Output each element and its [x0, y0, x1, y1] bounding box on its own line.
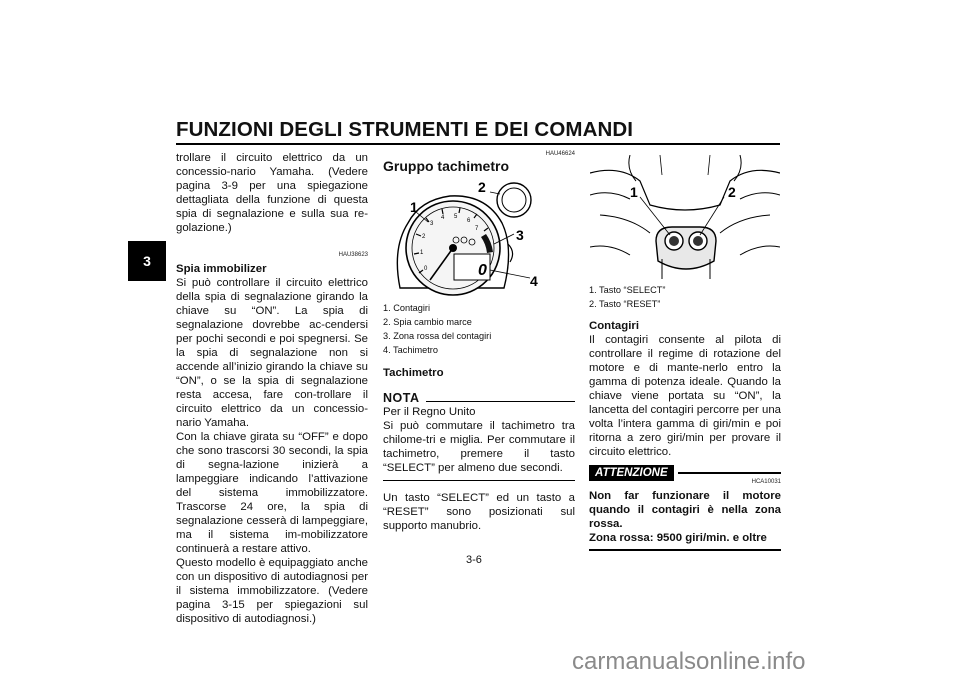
svg-text:3: 3	[430, 221, 434, 227]
col2-legend-item: 3. Zona rossa del contagiri	[383, 331, 492, 341]
col2-subheading: Tachimetro	[383, 367, 444, 379]
figure-label-2: 2	[728, 184, 736, 200]
column-3	[589, 283, 781, 551]
figure-label-3: 3	[516, 227, 524, 243]
attention-body	[589, 489, 781, 545]
col3-legend-item: 1. Tasto “SELECT”	[589, 285, 666, 295]
page-title: FUNZIONI DEGLI STRUMENTI E DEI COMANDI	[176, 118, 634, 141]
figure-label-1: 1	[630, 184, 638, 200]
column-1	[176, 151, 368, 626]
nota-rule	[426, 401, 576, 402]
nota-end-rule	[383, 480, 575, 481]
header-rule	[176, 143, 780, 145]
svg-text:7: 7	[475, 226, 479, 232]
nota-text-1: Per il Regno Unito	[383, 406, 476, 418]
figure-label-1: 1	[410, 199, 418, 215]
nota-body	[383, 405, 575, 475]
svg-text:1: 1	[420, 250, 424, 256]
attention-ref-code: HCA10031	[751, 479, 781, 485]
svg-text:6: 6	[467, 218, 471, 224]
attention-rule	[678, 472, 781, 474]
svg-text:4: 4	[441, 215, 445, 221]
col1-paragraph-2: Si può controllare il circuito elettrico della spia di segnalazione girando la chiave su “ON”. La spia di segnalazione dovrebbe ac-cendersi per pochi secondi e poi spegnersi. Se la spia di segnalazione non si accende all’inizio girando la chiave su “ON”, o se la spia di segnalazione resta accesa, fare con-trollare il circuito elettrico da un concessio-nario Yamaha.	[176, 277, 368, 429]
col3-heading: Contagiri	[589, 320, 639, 332]
attention-text-1: Non far funzionare il motore quando il contagiri è nella zona rossa.	[589, 490, 781, 530]
chapter-tab: 3	[128, 241, 166, 281]
gauge-digit: 0	[478, 262, 487, 279]
shift-light-icon	[497, 183, 531, 217]
watermark: carmanualsonline.info	[572, 648, 806, 675]
handlebar-switch-illustration	[590, 155, 780, 283]
svg-text:0: 0	[424, 266, 428, 272]
col1-ref-code: HAU38623	[338, 252, 368, 258]
reset-button-icon	[689, 232, 707, 250]
nota-header	[383, 391, 575, 405]
col2-ref-code: HAU46624	[545, 151, 575, 157]
page-number: 3-6	[466, 554, 482, 566]
select-button-icon	[665, 232, 683, 250]
meter-assembly-illustration	[390, 178, 550, 303]
col3-paragraph: Il contagiri consente al pilota di controllare il regime di rotazione del motore e di mante-nerlo entro la gamma di potenza ideale. Quando la chiave viene portata su “ON”, la lancetta del contagiri percorre per una volta l’intera gamma di giri/min e poi ritorna a zero giri/min per provare il circuito elettrico.	[589, 334, 781, 458]
attention-end-rule	[589, 549, 781, 551]
col1-paragraph-3: Con la chiave girata su “OFF” e dopo che sono trascorsi 30 secondi, la spia di segna-lazione inizierà a lampeggiare indicando l’attivazione del sistema immobilizzatore. Trascorse 24 ore, la spia di segnalazione cesserà di lampeggiare, ma il sistema im-mobilizzatore continuerà a restare attivo.	[176, 431, 368, 555]
col1-paragraph-4: Questo modello è equipaggiato anche con un dispositivo di autodiagnosi per il sistema immobilizzatore. (Vedere pagina 3-15 per spiegazioni sul dispositivo di autodiagnosi.)	[176, 557, 368, 625]
col2-heading: Gruppo tachimetro	[383, 158, 510, 174]
attention-label: ATTENZIONE	[589, 465, 674, 481]
attention-text-2: Zona rossa: 9500 giri/min. e oltre	[589, 532, 767, 544]
svg-text:2: 2	[422, 234, 426, 240]
figure-label-2: 2	[478, 179, 486, 195]
col1-paragraph-1: trollare il circuito elettrico da un concessio-nario Yamaha. (Vedere pagina 3-9 per una spiegazione dettagliata della funzione di questa spia di segnalazione e sulla sua re-golazione.)	[176, 152, 368, 234]
col2-legend-item: 4. Tachimetro	[383, 345, 438, 355]
col2-paragraph: Un tasto “SELECT” ed un tasto a “RESET” sono posizionati sul supporto manubrio.	[383, 492, 575, 532]
nota-text-2: Si può commutare il tachimetro tra chilome-tri e miglia. Per commutare il tachimetro, premere il tasto “SELECT” per almeno due secondi.	[383, 420, 575, 474]
col2-legend-item: 2. Spia cambio marce	[383, 317, 472, 327]
svg-text:5: 5	[454, 214, 458, 220]
col1-heading: Spia immobilizer	[176, 263, 267, 275]
column-2	[383, 151, 575, 174]
col3-legend-item: 2. Tasto “RESET”	[589, 299, 661, 309]
col2-text	[383, 301, 575, 533]
nota-label: NOTA	[383, 391, 420, 405]
col2-legend-item: 1. Contagiri	[383, 303, 430, 313]
figure-label-4: 4	[530, 273, 538, 289]
